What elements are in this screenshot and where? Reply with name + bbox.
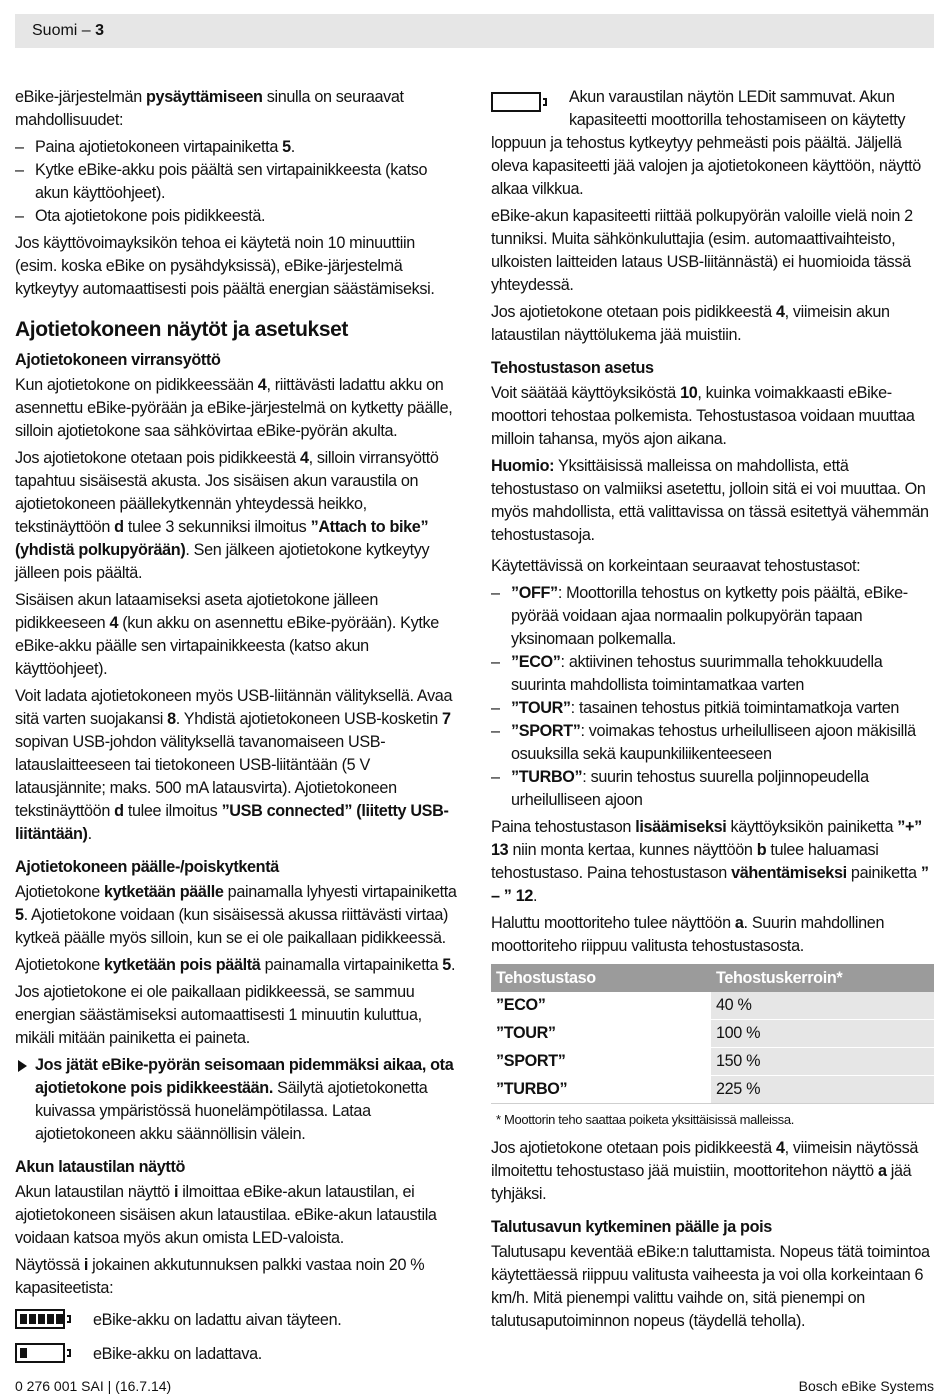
section-heading: Ajotietokoneen näytöt ja asetukset — [15, 318, 348, 341]
battery-low-row — [15, 1338, 459, 1372]
assist-level-list — [491, 582, 934, 812]
battery-low-icon — [15, 1343, 65, 1363]
paragraph: Akun varaustilan näytön LEDit sammuvat. Akun kapasiteetti moottorilla tehostamiseen on käytetty loppuun ja tehostus kytkeytyy pehmeästi pois päältä. Jäljellä oleva kapasiteetti jää valojen ja ajotietokoneen käyttöön, näyttö alkaa vilkkua. — [491, 88, 921, 198]
paragraph: Kun ajotietokone on pidikkeessään 4, riittävästi ladattu akku on asennettu eBike-pyörään ja eBike-järjestelmä on kytketty päälle, silloin ajotietokone saa sähkövirtaa eBike-pyörän akulta. — [15, 376, 453, 440]
page-header — [15, 14, 934, 48]
list-item: – Kytke eBike-akku pois päältä sen virtapainikkeesta (katso akun käyttöohjeet). — [15, 159, 459, 205]
right-column — [491, 86, 934, 1337]
table-row: ”SPORT” 150 % — [491, 1048, 934, 1076]
list-stop — [15, 136, 459, 228]
battery-full-text: eBike-akku on ladattu aivan täyteen. — [93, 1311, 342, 1329]
list-item: – ”SPORT”: voimakas tehostus urheilulliseen ajoon mäkisillä osuuksilla sekä kaupunkiliikenteeseen — [491, 720, 934, 766]
left-column — [15, 86, 459, 1372]
paragraph: Jos ajotietokone otetaan pois pidikkeestä 4, silloin virransyöttö tapahtuu sisäisestä akusta. Jos sisäisen akun varaustila on ajotietokoneen päällekytkennän yhteydessä heikko, tekstinäyttöön d tulee 3 sekunniksi ilmoitus ”Attach to bike” (yhdistä polkupyörään). Sen jälkeen ajotietokone kytkeytyy jälleen pois päältä. — [15, 449, 439, 582]
list-item: – ”OFF”: Moottorilla tehostus on kytketty pois päältä, eBike-pyörää voidaan ajaa normaalin polkupyörän tapaan yksinomaan polkemalla. — [491, 582, 934, 651]
subheading: Tehostustason asetus — [491, 359, 654, 377]
list-item: – Paina ajotietokoneen virtapainiketta 5. — [15, 136, 459, 159]
paragraph: Akun lataustilan näyttö i ilmoittaa eBike-akun lataustilan, ei ajotietokoneen sisäisen akun lataustilaa. eBike-akun lataustila voidaan katsoa myös akun omista LED-valoista. — [15, 1183, 437, 1247]
paragraph: Huomio: Yksittäisissä malleissa on mahdollista, että tehostustaso on valmiiksi asetettu, jolloin sitä ei voi muuttaa. On myös mahdollista, että valittavissa on tässä esitettyä vähemmän tehostustasoja. — [491, 457, 929, 544]
paragraph: Jos ajotietokone otetaan pois pidikkeestä 4, viimeisin akun lataustilan näyttölukema jää muistiin. — [491, 303, 890, 344]
footer-right: Bosch eBike Systems — [798, 1378, 934, 1394]
paragraph: Ajotietokone kytketään päälle painamalla lyhyesti virtapainiketta 5. Ajotietokone voidaan (kun sisäisessä akussa riittävästi virtaa) kytkeä päälle myös silloin, kun se ei ole paikallaan pidikkeessä. — [15, 883, 457, 947]
list-item: – Ota ajotietokone pois pidikkeestä. — [15, 205, 459, 228]
paragraph: Jos ajotietokone otetaan pois pidikkeestä 4, viimeisin näytössä ilmoitettu tehostustaso jää muistiin, moottoritehon näyttö a jää tyhjäksi. — [491, 1139, 918, 1203]
warning-note: Jos jätät eBike-pyörän seisomaan pidemmäksi aikaa, ota ajotietokone pois pidikkeestään. Säilytä ajotietokonetta kuivassa ympäristössä huonelämpötilassa. Lataa ajotietokoneen akku säännöllisin välein. — [15, 1054, 459, 1146]
table-row: ”ECO” 40 % — [491, 992, 934, 1020]
paragraph: Jos ajotietokone ei ole paikallaan pidikkeessä, se sammuu energian säästämiseksi automaattisesti 1 minuutin kuluttua, mikäli mitään painiketta ei paineta. — [15, 983, 422, 1047]
paragraph: Voit säätää käyttöyksiköstä 10, kuinka voimakkaasti eBike-moottori tehostaa polkemista. Tehostustasoa voidaan muuttaa milloin tahansa, myös ajon aikana. — [491, 384, 915, 448]
paragraph: Voit ladata ajotietokoneen myös USB-liitännän välityksellä. Avaa sitä varten suojakansi 8. Yhdistä ajotietokoneen USB-kosketin 7 sopivan USB-johdon välityksellä tavanomaiseen USB-latauslaitteeseen tai tietokoneen USB-liitäntään (5 V latausjännite; maks. 500 mA latausvirta). Ajotietokoneen tekstinäyttöön d tulee ilmoitus ”USB connected” (liitetty USB-liitäntään). — [15, 687, 453, 843]
paragraph: Näytössä i jokainen akkutunnuksen palkki vastaa noin 20 % kapasiteetista: — [15, 1256, 425, 1297]
paragraph: Haluttu moottoriteho tulee näyttöön a. Suurin mahdollinen moottoriteho riippuu valitusta tehostustasosta. — [491, 914, 885, 955]
table-header: Tehostustaso — [491, 964, 711, 992]
table-row: ”TOUR” 100 % — [491, 1020, 934, 1048]
paragraph: Ajotietokone kytketään pois päältä painamalla virtapainiketta 5. — [15, 956, 456, 974]
list-item: – ”ECO”: aktiivinen tehostus suurimmalla tehokkuudella suurinta mahdollista toimintamatkaa varten — [491, 651, 934, 697]
subheading: Ajotietokoneen päälle-/poiskytkentä — [15, 858, 279, 876]
footer-left: 0 276 001 SAI | (16.7.14) — [15, 1378, 172, 1394]
subheading: Akun lataustilan näyttö — [15, 1158, 186, 1176]
paragraph: Sisäisen akun lataamiseksi aseta ajotietokone jälleen pidikkeeseen 4 (kun akku on asennettu eBike-pyörään). Kytke eBike-akku päälle sen virtapainikkeesta (katso akun käyttöohjeet). — [15, 591, 439, 678]
paragraph: Käytettävissä on korkeintaan seuraavat tehostustasot: — [491, 557, 861, 575]
paragraph: Paina tehostustason lisäämiseksi käyttöyksikön painiketta ”+” 13 niin monta kertaa, kunnes näyttöön b tulee haluamasi tehostustaso. Paina tehostustason vähentämiseksi painiketta ” – ” 12. — [491, 818, 929, 905]
battery-empty-icon — [491, 86, 569, 132]
battery-low-text: eBike-akku on ladattava. — [93, 1345, 262, 1363]
assist-factor-table — [491, 964, 934, 1104]
table-footnote: * Moottorin teho saattaa poiketa yksittäisissä malleissa. — [496, 1112, 794, 1127]
list-item: – ”TURBO”: suurin tehostus suurella poljinnopeudella urheilulliseen ajoon — [491, 766, 934, 812]
paragraph: Jos käyttövoimayksikön tehoa ei käytetä noin 10 minuuttiin (esim. koska eBike on pysähdyksissä), eBike-järjestelmä kytkeytyy automaattisesti pois päältä energian säästämiseksi. — [15, 234, 435, 298]
list-item: – ”TOUR”: tasainen tehostus pitkiä toimintamatkoja varten — [491, 697, 934, 720]
header-label: Suomi – 3 — [32, 22, 105, 39]
battery-full-row — [15, 1304, 459, 1338]
paragraph: eBike-järjestelmän pysäyttämiseen sinulla on seuraavat mahdollisuudet: — [15, 88, 404, 129]
paragraph: Talutusapu keventää eBike:n taluttamista. Nopeus tätä toimintoa käytettäessä riippuu valitusta vaiheesta ja voi olla korkeintaan 6 km/h. Mitä pienempi valittu vaihde on, sitä pienempi on talutusaputoiminnon nopeus (täydellä teholla). — [491, 1243, 930, 1330]
table-row: ”TURBO” 225 % — [491, 1076, 934, 1104]
subheading: Ajotietokoneen virransyöttö — [15, 351, 221, 369]
paragraph: eBike-akun kapasiteetti riittää polkupyörän valoille vielä noin 2 tunniksi. Muita sähkönkuluttajia (esim. automaattivaihteisto, ulkoisten laitteiden lataus USB-liitännästä) ei huomioida tässä yhteydessä. — [491, 207, 913, 294]
table-header: Tehostuskerroin* — [711, 964, 934, 992]
subheading: Talutusavun kytkeminen päälle ja pois — [491, 1218, 772, 1236]
battery-full-icon — [15, 1309, 65, 1329]
